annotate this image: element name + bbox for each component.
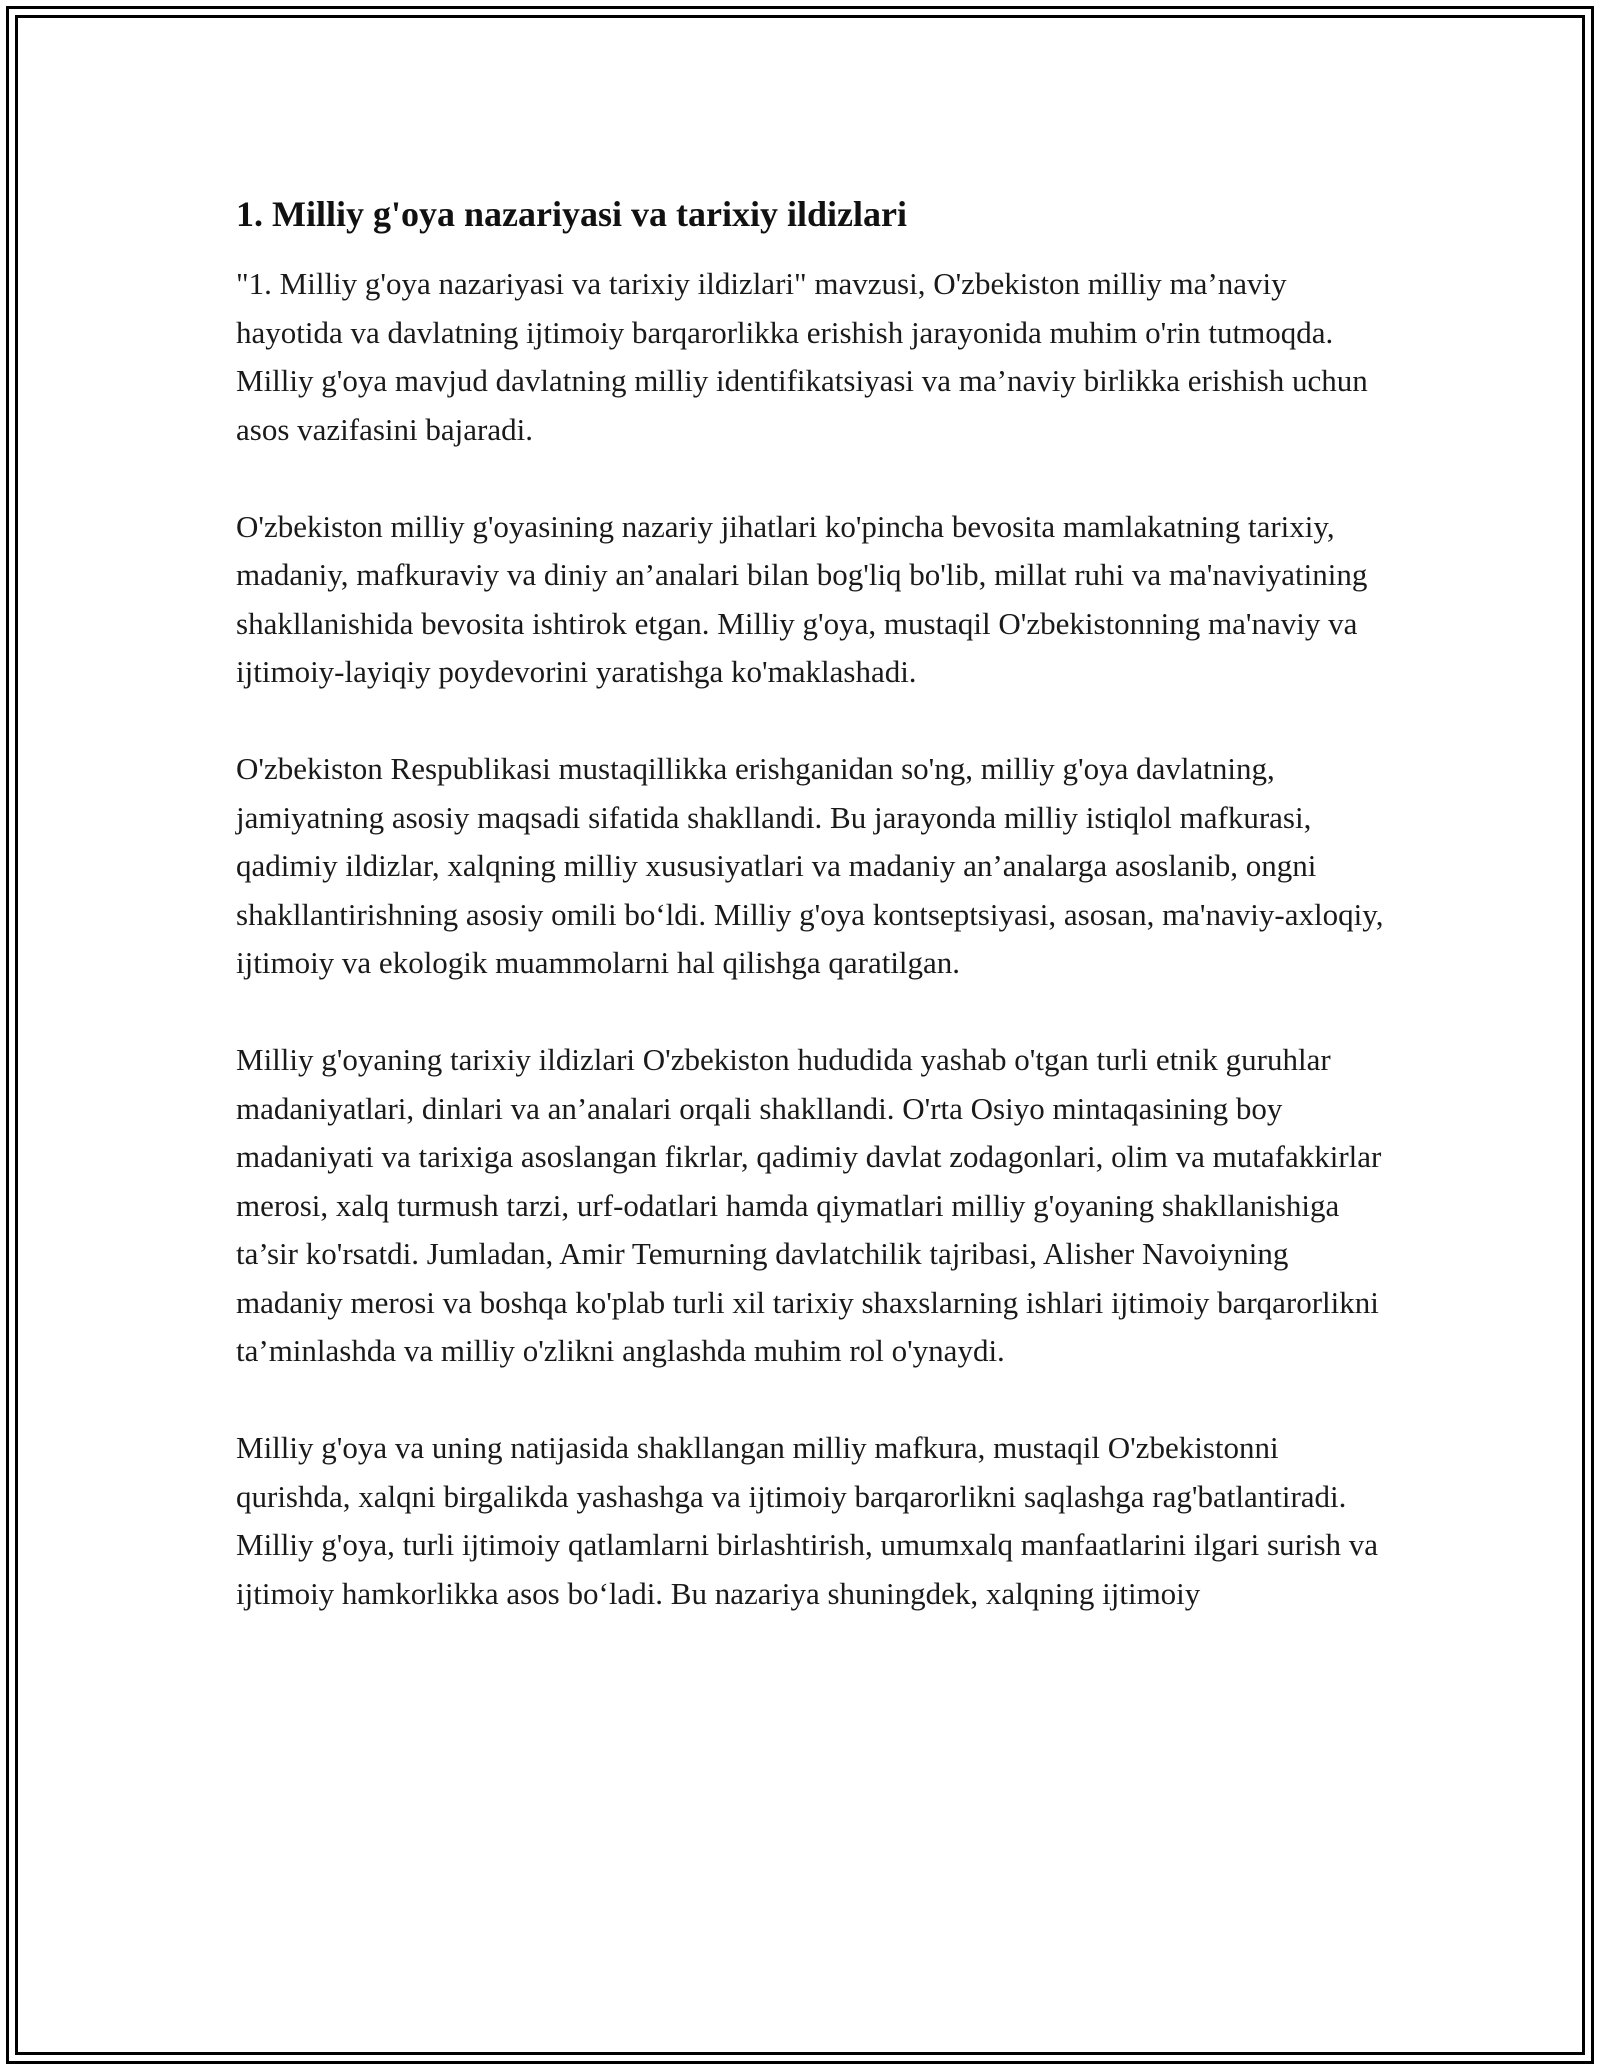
page-title: 1. Milliy g'oya nazariyasi va tarixiy ildizlari	[236, 194, 907, 234]
document-body	[236, 190, 1386, 1667]
paragraph-5: Milliy g'oya va uning natijasida shakllangan milliy mafkura, mustaqil O'zbekistonni qurishda, xalqni birgalikda yashashga va ijtimoiy barqarorlikni saqlashga rag'batlantiradi. Milliy g'oya, turli ijtimoiy qatlamlarni birlashtirish, umumxalq manfaatlarini ilgari surish va ijtimoiy hamkorlikka asos bo‘ladi. Bu nazariya shuningdek, xalqning ijtimoiy	[236, 1430, 1379, 1611]
paragraph-1: "1. Milliy g'oya nazariyasi va tarixiy ildizlari" mavzusi, O'zbekiston milliy ma’naviy hayotida va davlatning ijtimoiy barqarorlikka erishish jarayonida muhim o'rin tutmoqda. Milliy g'oya mavjud davlatning milliy identifikatsiyasi va ma’naviy birlikka erishish uchun asos vazifasini bajaradi.	[236, 266, 1368, 447]
paragraph-3: O'zbekiston Respublikasi mustaqillikka erishganidan so'ng, milliy g'oya davlatning, jamiyatning asosiy maqsadi sifatida shakllandi. Bu jarayonda milliy istiqlol mafkurasi, qadimiy ildizlar, xalqning milliy xususiyatlari va madaniy an’analarga asoslanib, ongni shakllantirishning asosiy omili bo‘ldi. Milliy g'oya kontseptsiyasi, asosan, ma'naviy-axloqiy, ijtimoiy va ekologik muammolarni hal qilishga qaratilgan.	[236, 751, 1384, 980]
paragraph-2: O'zbekiston milliy g'oyasining nazariy jihatlari ko'pincha bevosita mamlakatning tarixiy, madaniy, mafkuraviy va diniy an’analari bilan bog'liq bo'lib, millat ruhi va ma'naviyatining shakllanishida bevosita ishtirok etgan. Milliy g'oya, mustaqil O'zbekistonning ma'naviy va ijtimoiy-layiqiy poydevorini yaratishga ko'maklashadi.	[236, 508, 1368, 689]
paragraph-4: Milliy g'oyaning tarixiy ildizlari O'zbekiston hududida yashab o'tgan turli etnik guruhlar madaniyatlari, dinlari va an’analari orqali shakllandi. O'rta Osiyo mintaqasining boy madaniyati va tarixiga asoslangan fikrlar, qadimiy davlat zodagonlari, olim va mutafakkirlar merosi, xalq turmush tarzi, urf-odatlari hamda qiymatlari milliy g'oyaning shakllanishiga ta’sir ko'rsatdi. Jumladan, Amir Temurning davlatchilik tajribasi, Alisher Navoiyning madaniy merosi va boshqa ko'plab turli xil tarixiy shaxslarning ishlari ijtimoiy barqarorlikni ta’minlashda va milliy o'zlikni anglashda muhim rol o'ynaydi.	[236, 1042, 1382, 1368]
